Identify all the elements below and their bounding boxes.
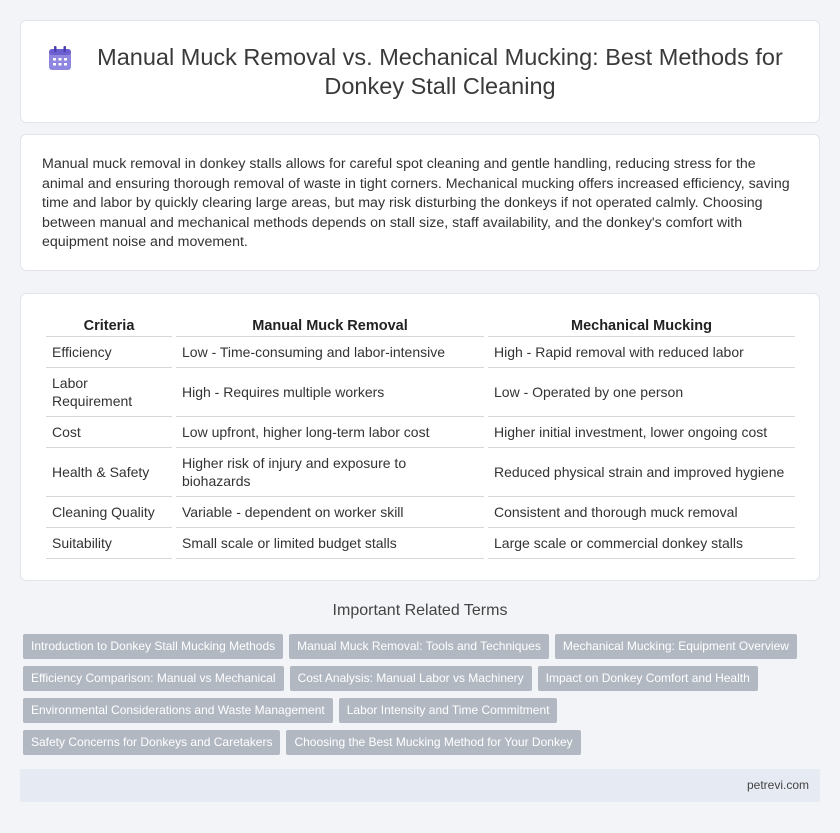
- page-title: Manual Muck Removal vs. Mechanical Mucking: Best Methods for Donkey Stall Cleaning: [97, 44, 783, 99]
- related-term-link[interactable]: Labor Intensity and Time Commitment: [339, 698, 558, 723]
- table-cell-criteria: Efficiency: [46, 337, 172, 368]
- table-row: [46, 497, 795, 528]
- title-card: [20, 20, 820, 123]
- tag-row: [23, 698, 819, 724]
- table-row: [46, 528, 795, 559]
- related-term-link[interactable]: Manual Muck Removal: Tools and Techniques: [289, 634, 549, 659]
- footer: [20, 769, 820, 802]
- table-cell-criteria: Cleaning Quality: [46, 497, 172, 528]
- table-cell-mechanical: Reduced physical strain and improved hygiene: [488, 448, 795, 497]
- table-cell-mechanical: Consistent and thorough muck removal: [488, 497, 795, 528]
- table-cell-manual: High - Requires multiple workers: [176, 368, 484, 417]
- table-row: [46, 368, 795, 417]
- column-header-mechanical: Mechanical Mucking: [488, 315, 795, 337]
- table-cell-criteria: Health & Safety: [46, 448, 172, 497]
- table-cell-mechanical: High - Rapid removal with reduced labor: [488, 337, 795, 368]
- footer-site-link[interactable]: petrevi.com: [746, 778, 809, 792]
- related-term-link[interactable]: Cost Analysis: Manual Labor vs Machinery: [290, 666, 532, 691]
- table-row: [46, 337, 795, 368]
- table-cell-manual: Small scale or limited budget stalls: [176, 528, 484, 559]
- table-cell-manual: Low upfront, higher long-term labor cost: [176, 417, 484, 448]
- table-header-row: [46, 315, 795, 337]
- table-cell-mechanical: Low - Operated by one person: [488, 368, 795, 417]
- comparison-card: [20, 293, 820, 581]
- table-cell-manual: Variable - dependent on worker skill: [176, 497, 484, 528]
- related-term-link[interactable]: Introduction to Donkey Stall Mucking Methods: [23, 634, 283, 659]
- column-header-criteria: Criteria: [46, 315, 172, 337]
- tag-row: [23, 634, 819, 660]
- tag-row: [23, 666, 819, 692]
- related-term-link[interactable]: Safety Concerns for Donkeys and Caretakers: [23, 730, 280, 755]
- table-row: [46, 448, 795, 497]
- tag-row: [23, 730, 819, 756]
- column-header-manual: Manual Muck Removal: [176, 315, 484, 337]
- table-cell-criteria: Labor Requirement: [46, 368, 172, 417]
- intro-card: [20, 134, 820, 271]
- table-cell-mechanical: Large scale or commercial donkey stalls: [488, 528, 795, 559]
- table-cell-criteria: Suitability: [46, 528, 172, 559]
- related-term-link[interactable]: Efficiency Comparison: Manual vs Mechanical: [23, 666, 284, 691]
- table-cell-criteria: Cost: [46, 417, 172, 448]
- table-cell-mechanical: Higher initial investment, lower ongoing cost: [488, 417, 795, 448]
- table-row: [46, 417, 795, 448]
- related-terms-list: [23, 634, 819, 762]
- related-term-link[interactable]: Choosing the Best Mucking Method for Your Donkey: [286, 730, 580, 755]
- related-term-link[interactable]: Environmental Considerations and Waste Management: [23, 698, 333, 723]
- intro-paragraph: Manual muck removal in donkey stalls allows for careful spot cleaning and gentle handling, reducing stress for the animal and ensuring thorough removal of waste in tight corners. Mechanical mucking offers increased efficiency, saving time and labor by quickly clearing large areas, but may risk disturbing the donkeys if not operated calmly. Choosing between manual and mechanical methods depends on stall size, staff availability, and the donkey's comfort with equipment noise and movement.: [42, 156, 790, 250]
- table-cell-manual: Low - Time-consuming and labor-intensive: [176, 337, 484, 368]
- related-term-link[interactable]: Mechanical Mucking: Equipment Overview: [555, 634, 797, 659]
- table-cell-manual: Higher risk of injury and exposure to biohazards: [176, 448, 484, 497]
- related-term-link[interactable]: Impact on Donkey Comfort and Health: [538, 666, 758, 691]
- comparison-table: [42, 315, 799, 559]
- related-terms-heading: Important Related Terms: [332, 602, 508, 619]
